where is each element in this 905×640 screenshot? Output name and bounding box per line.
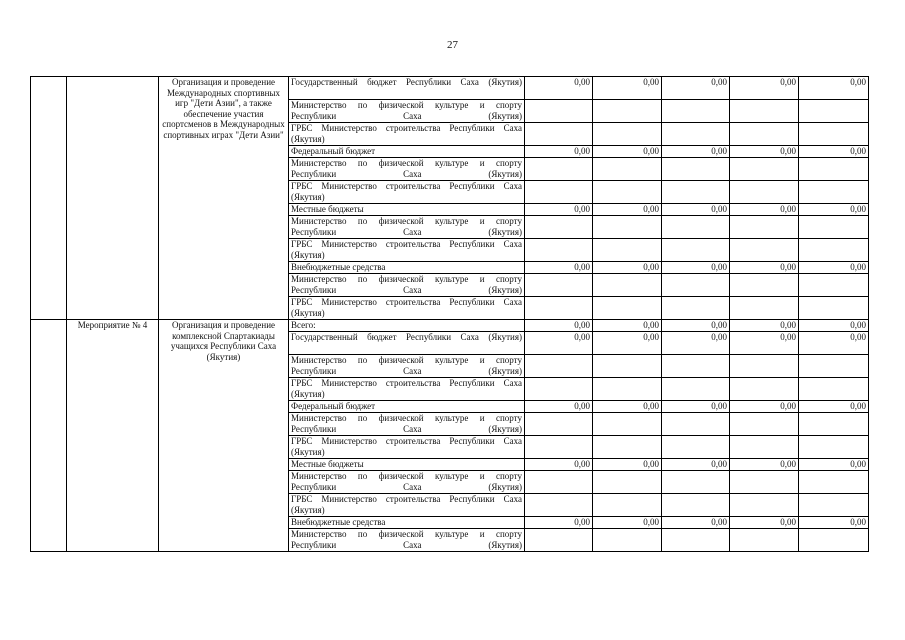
- amount-cell: 0,00: [662, 459, 730, 471]
- amount-cell: 0,00: [799, 401, 869, 413]
- amount-cell: 0,00: [730, 517, 799, 529]
- amount-cell: 0,00: [730, 459, 799, 471]
- amount-cell: [593, 123, 662, 146]
- amount-cell: [662, 158, 730, 181]
- amount-cell: [662, 274, 730, 297]
- amount-cell: 0,00: [662, 332, 730, 355]
- amount-cell: [799, 529, 869, 552]
- responsible-body-cell: ГРБС Министерство строительства Республики Саха (Якутия): [289, 297, 525, 320]
- amount-cell: 0,00: [730, 262, 799, 274]
- amount-cell: 0,00: [799, 320, 869, 332]
- amount-cell: 0,00: [799, 77, 869, 100]
- amount-cell: 0,00: [593, 332, 662, 355]
- amount-cell: [525, 274, 593, 297]
- amount-cell: [662, 297, 730, 320]
- amount-cell: [525, 413, 593, 436]
- amount-cell: [730, 471, 799, 494]
- event-name-cell: [67, 77, 159, 320]
- amount-cell: 0,00: [730, 204, 799, 216]
- funding-source-cell: Внебюджетные средства: [289, 262, 525, 274]
- amount-cell: [593, 529, 662, 552]
- amount-cell: 0,00: [525, 77, 593, 100]
- funding-source-cell: Внебюджетные средства: [289, 517, 525, 529]
- amount-cell: 0,00: [593, 262, 662, 274]
- amount-cell: 0,00: [593, 401, 662, 413]
- amount-cell: [730, 216, 799, 239]
- amount-cell: [593, 181, 662, 204]
- amount-cell: [730, 378, 799, 401]
- funding-source-cell: Местные бюджеты: [289, 459, 525, 471]
- amount-cell: [730, 494, 799, 517]
- amount-cell: [799, 274, 869, 297]
- responsible-body-cell: Министерство по физической культуре и спорту Республики Саха (Якутия): [289, 216, 525, 239]
- amount-cell: [799, 100, 869, 123]
- amount-cell: 0,00: [799, 332, 869, 355]
- amount-cell: 0,00: [662, 517, 730, 529]
- amount-cell: [662, 471, 730, 494]
- budget-table: [30, 76, 869, 552]
- amount-cell: 0,00: [593, 146, 662, 158]
- amount-cell: [662, 494, 730, 517]
- amount-cell: 0,00: [662, 320, 730, 332]
- amount-cell: [730, 158, 799, 181]
- funding-source-cell: Государственный бюджет Республики Саха (Якутия): [289, 77, 525, 100]
- amount-cell: [662, 216, 730, 239]
- amount-cell: [662, 378, 730, 401]
- responsible-body-cell: Министерство по физической культуре и спорту Республики Саха (Якутия): [289, 413, 525, 436]
- amount-cell: 0,00: [799, 262, 869, 274]
- funding-source-row: [31, 320, 869, 332]
- amount-cell: 0,00: [593, 459, 662, 471]
- amount-cell: [662, 355, 730, 378]
- amount-cell: 0,00: [525, 262, 593, 274]
- amount-cell: [525, 297, 593, 320]
- amount-cell: [799, 158, 869, 181]
- amount-cell: 0,00: [662, 146, 730, 158]
- amount-cell: [525, 100, 593, 123]
- amount-cell: [525, 158, 593, 181]
- amount-cell: [525, 378, 593, 401]
- amount-cell: [799, 355, 869, 378]
- funding-source-cell: Государственный бюджет Республики Саха (Якутия): [289, 332, 525, 355]
- amount-cell: [730, 123, 799, 146]
- amount-cell: [662, 100, 730, 123]
- responsible-body-cell: Министерство по физической культуре и спорту Республики Саха (Якутия): [289, 100, 525, 123]
- amount-cell: [593, 413, 662, 436]
- amount-cell: [525, 436, 593, 459]
- amount-cell: [730, 239, 799, 262]
- amount-cell: 0,00: [662, 77, 730, 100]
- amount-cell: [662, 239, 730, 262]
- amount-cell: 0,00: [799, 517, 869, 529]
- funding-source-row: [31, 77, 869, 100]
- amount-cell: [593, 494, 662, 517]
- amount-cell: [593, 436, 662, 459]
- amount-cell: 0,00: [730, 77, 799, 100]
- amount-cell: [730, 181, 799, 204]
- amount-cell: [525, 355, 593, 378]
- amount-cell: [730, 297, 799, 320]
- amount-cell: [662, 436, 730, 459]
- amount-cell: 0,00: [730, 146, 799, 158]
- event-name-cell: Мероприятие № 4: [67, 320, 159, 552]
- amount-cell: [662, 181, 730, 204]
- amount-cell: 0,00: [799, 146, 869, 158]
- responsible-body-cell: Министерство по физической культуре и спорту Республики Саха (Якутия): [289, 355, 525, 378]
- amount-cell: [799, 181, 869, 204]
- amount-cell: 0,00: [662, 401, 730, 413]
- amount-cell: [730, 436, 799, 459]
- amount-cell: 0,00: [662, 262, 730, 274]
- funding-source-cell: Местные бюджеты: [289, 204, 525, 216]
- amount-cell: [662, 413, 730, 436]
- responsible-body-cell: ГРБС Министерство строительства Республики Саха (Якутия): [289, 239, 525, 262]
- responsible-body-cell: Министерство по физической культуре и спорту Республики Саха (Якутия): [289, 529, 525, 552]
- row-number-cell: [31, 77, 67, 320]
- amount-cell: [525, 181, 593, 204]
- amount-cell: [593, 274, 662, 297]
- amount-cell: 0,00: [730, 401, 799, 413]
- responsible-body-cell: ГРБС Министерство строительства Республики Саха (Якутия): [289, 123, 525, 146]
- amount-cell: [730, 274, 799, 297]
- amount-cell: 0,00: [662, 204, 730, 216]
- amount-cell: [593, 158, 662, 181]
- amount-cell: [525, 123, 593, 146]
- amount-cell: [799, 297, 869, 320]
- amount-cell: [525, 239, 593, 262]
- amount-cell: 0,00: [730, 332, 799, 355]
- amount-cell: [799, 216, 869, 239]
- amount-cell: [730, 100, 799, 123]
- row-number-cell: [31, 320, 67, 552]
- amount-cell: 0,00: [593, 517, 662, 529]
- funding-source-cell: Всего:: [289, 320, 525, 332]
- funding-source-cell: Федеральный бюджет: [289, 401, 525, 413]
- amount-cell: 0,00: [799, 204, 869, 216]
- responsible-body-cell: Министерство по физической культуре и спорту Республики Саха (Якутия): [289, 471, 525, 494]
- amount-cell: 0,00: [525, 204, 593, 216]
- amount-cell: [799, 471, 869, 494]
- responsible-body-cell: ГРБС Министерство строительства Республики Саха (Якутия): [289, 378, 525, 401]
- amount-cell: [730, 413, 799, 436]
- amount-cell: [799, 436, 869, 459]
- funding-source-cell: Федеральный бюджет: [289, 146, 525, 158]
- amount-cell: [799, 123, 869, 146]
- amount-cell: [593, 378, 662, 401]
- amount-cell: [525, 471, 593, 494]
- amount-cell: [593, 239, 662, 262]
- amount-cell: [525, 529, 593, 552]
- amount-cell: 0,00: [525, 320, 593, 332]
- amount-cell: 0,00: [525, 459, 593, 471]
- amount-cell: 0,00: [525, 517, 593, 529]
- amount-cell: [799, 378, 869, 401]
- amount-cell: [799, 494, 869, 517]
- amount-cell: 0,00: [799, 459, 869, 471]
- amount-cell: 0,00: [593, 320, 662, 332]
- amount-cell: [593, 297, 662, 320]
- page-number: 27: [447, 39, 458, 51]
- amount-cell: [730, 529, 799, 552]
- amount-cell: [525, 494, 593, 517]
- responsible-body-cell: ГРБС Министерство строительства Республики Саха (Якутия): [289, 494, 525, 517]
- amount-cell: 0,00: [593, 77, 662, 100]
- amount-cell: [799, 239, 869, 262]
- amount-cell: 0,00: [525, 401, 593, 413]
- amount-cell: [593, 355, 662, 378]
- responsible-body-cell: ГРБС Министерство строительства Республики Саха (Якутия): [289, 181, 525, 204]
- event-description-cell: Организация и проведение комплексной Спартакиады учащихся Республики Саха (Якутия): [159, 320, 289, 552]
- responsible-body-cell: ГРБС Министерство строительства Республики Саха (Якутия): [289, 436, 525, 459]
- responsible-body-cell: Министерство по физической культуре и спорту Республики Саха (Якутия): [289, 274, 525, 297]
- amount-cell: 0,00: [593, 204, 662, 216]
- amount-cell: [525, 216, 593, 239]
- responsible-body-cell: Министерство по физической культуре и спорту Республики Саха (Якутия): [289, 158, 525, 181]
- amount-cell: [593, 216, 662, 239]
- amount-cell: [593, 100, 662, 123]
- amount-cell: [799, 413, 869, 436]
- amount-cell: 0,00: [525, 332, 593, 355]
- amount-cell: 0,00: [525, 146, 593, 158]
- amount-cell: [662, 123, 730, 146]
- amount-cell: [662, 529, 730, 552]
- amount-cell: [730, 355, 799, 378]
- amount-cell: 0,00: [730, 320, 799, 332]
- amount-cell: [593, 471, 662, 494]
- event-description-cell: Организация и проведение Международных спортивных игр "Дети Азии", а также обеспечение участия спортсменов в Международных спортивных играх "Дети Азии": [159, 77, 289, 320]
